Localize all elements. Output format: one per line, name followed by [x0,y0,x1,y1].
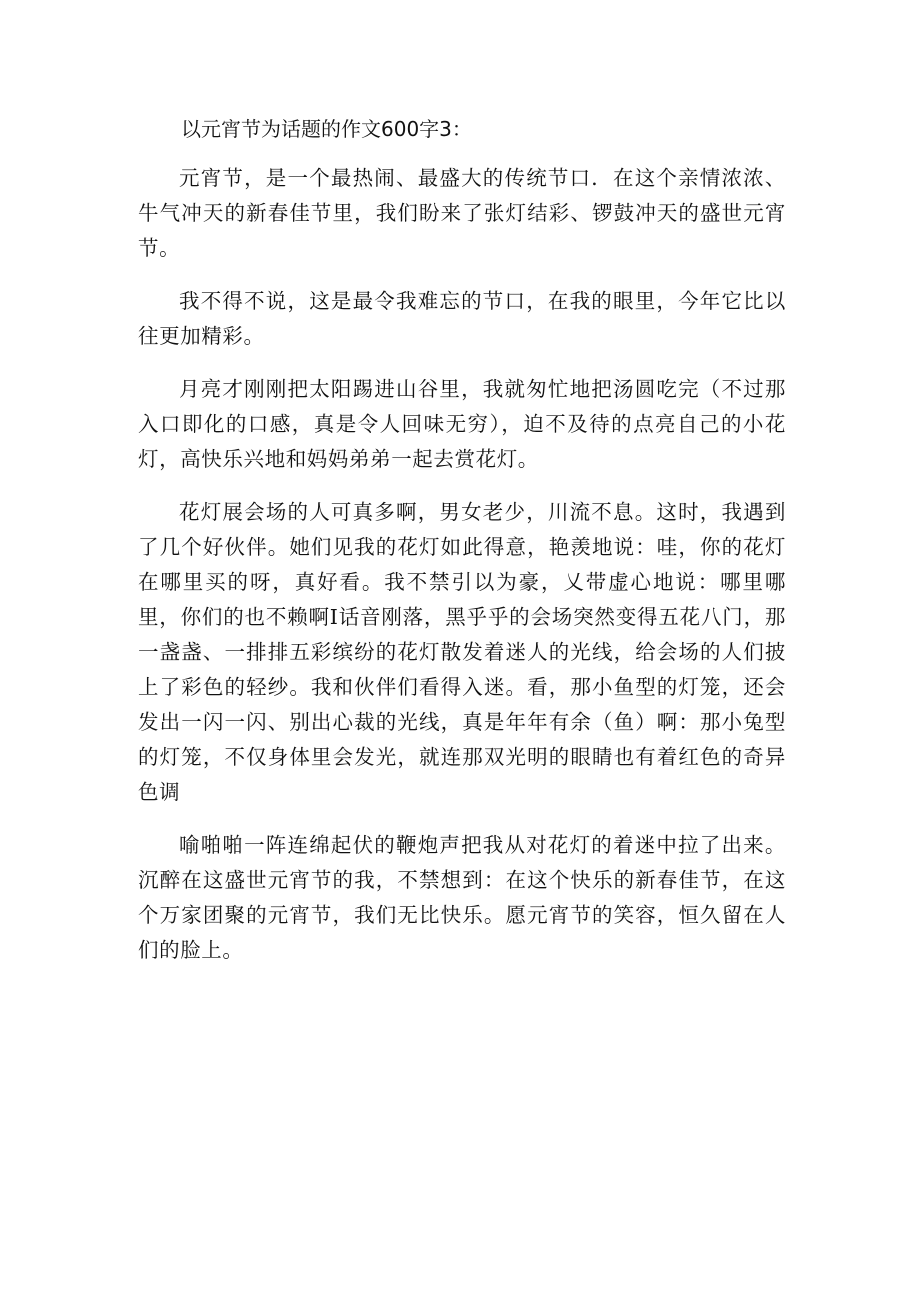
essay-paragraph-4: 花灯展会场的人可真多啊，男女老少，川流不息。这时，我遇到了几个好伙伴。她们见我的花灯如此得意，艳羡地说：哇，你的花灯在哪里买的呀，真好看。我不禁引以为豪，乂带虚心地说：哪里哪里，你们的也不赖啊I话音刚落，黑乎乎的会场突然变得五花八门，那一盏盏、一排排五彩缤纷的花灯散发着迷人的光线，给会场的人们披上了彩色的轻纱。我和伙伴们看得入迷。看，那小鱼型的灯笼，还会发出一闪一闪、别出心裁的光线，真是年年有余（鱼）啊：那小兔型的灯笼，不仅身体里会发光，就连那双光明的眼睛也有着红色的奇异色调 [138,500,786,804]
essay-paragraph-3: 月亮才刚刚把太阳踢进山谷里，我就匆忙地把汤圆吃完（不过那入口即化的口感，真是令人回味无穷），迫不及待的点亮自己的小花灯，高快乐兴地和妈妈弟弟一起去赏花灯。 [138,377,786,471]
essay-paragraph-2: 我不得不说，这是最令我难忘的节口，在我的眼里，今年它比以往更加精彩。 [138,289,786,348]
essay-paragraph-1: 元宵节，是一个最热闹、最盛大的传统节口．在这个亲情浓浓、牛气冲天的新春佳节里，我们盼来了张灯结彩、锣鼓冲天的盛世元宵节。 [138,166,786,260]
essay-paragraph-5: 喻啪啪一阵连绵起伏的鞭炮声把我从对花灯的着迷中拉了出来。沉醉在这盛世元宵节的我，不禁想到：在这个快乐的新春佳节，在这个万家团聚的元宵节，我们无比快乐。愿元宵节的笑容，恒久留在人们的脸上。 [138,833,786,962]
essay-title: 以元宵节为话题的作文600字3： [181,117,472,141]
essay-body [138,114,786,968]
